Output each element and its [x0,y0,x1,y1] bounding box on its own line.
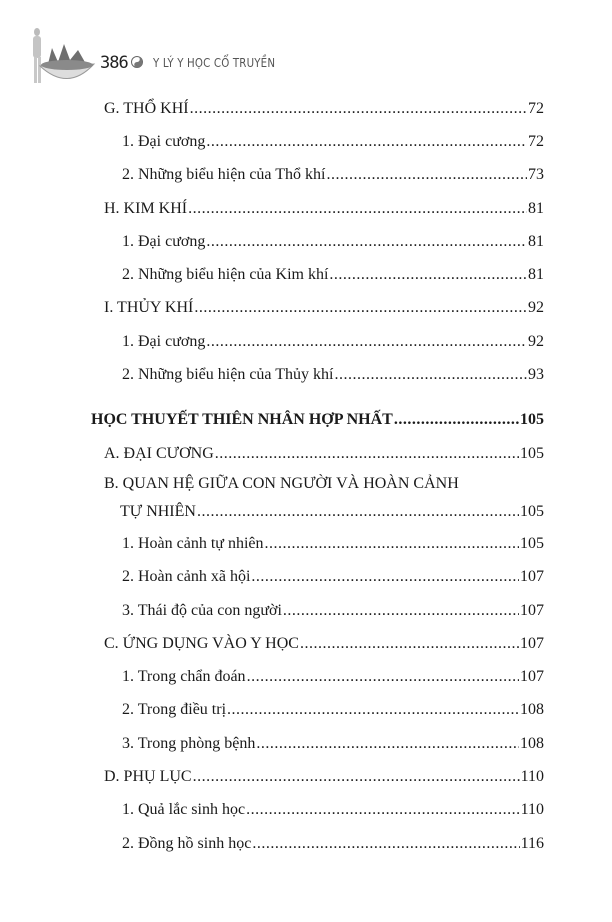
entry-label: 1. Đại cương [122,232,206,250]
entry-label: 1. Quả lắc sinh học [122,801,246,819]
toc-entry[interactable] [122,561,544,594]
entry-page: 105 [520,503,544,521]
toc-entry[interactable] [122,258,544,291]
entry-label: G. THỔ KHÍ [104,99,189,117]
entry-label: 2. Hoàn cảnh xã hội [122,568,251,586]
entry-label: D. PHỤ LỤC [104,767,192,785]
toc-entry[interactable] [122,594,544,627]
herb-bowl-logo-icon [28,22,98,88]
dot-leader [283,602,519,620]
dot-leader [206,133,527,151]
dot-leader [215,445,519,463]
toc-entry[interactable] [122,358,544,391]
dot-leader [206,333,527,351]
page-header [28,22,328,92]
entry-page: 72 [528,99,544,117]
dot-leader [247,668,519,686]
toc-entry[interactable] [122,827,544,860]
entry-label: I. THỦY KHÍ [104,299,194,317]
entry-page: 81 [528,232,544,250]
entry-label: 2. Những biểu hiện của Kim khí [122,266,329,284]
dot-leader [206,233,527,251]
entry-page: 107 [520,568,544,586]
dot-leader [251,568,519,586]
entry-label: 3. Trong phòng bệnh [122,734,256,752]
entry-page: 92 [528,332,544,350]
entry-page: 93 [528,366,544,384]
entry-page: 108 [520,701,544,719]
dot-leader [334,366,527,384]
toc-entry[interactable] [122,225,544,258]
toc-entry[interactable] [104,627,544,660]
dot-leader [394,411,519,429]
entry-label: 3. Thái độ của con người [122,601,282,619]
dot-leader [193,768,520,786]
entry-label: 2. Những biểu hiện của Thủy khí [122,366,334,384]
chapter-label: HỌC THUYẾT THIÊN NHÂN HỢP NHẤT [91,411,393,429]
toc-chapter-entry[interactable] [91,404,544,437]
dot-leader [194,299,527,317]
entry-page: 107 [520,601,544,619]
book-title: Y LÝ Y HỌC CỔ TRUYỀN [153,55,276,70]
toc-entry[interactable] [122,660,544,693]
entry-label: C. ỨNG DỤNG VÀO Y HỌC [104,634,299,652]
dot-leader [300,635,519,653]
dot-leader [265,535,519,553]
toc-entry[interactable] [122,794,544,827]
toc-entry[interactable] [104,292,544,325]
entry-label: 1. Đại cương [122,132,206,150]
entry-page: 81 [528,266,544,284]
toc-entry[interactable] [104,92,544,125]
toc-entry[interactable] [122,694,544,727]
dot-leader [246,801,520,819]
toc-entry[interactable] [104,192,544,225]
dot-leader [252,835,519,853]
entry-label: H. KIM KHÍ [104,199,188,217]
page-number: 386 [100,53,128,73]
table-of-contents [0,92,612,860]
entry-page: 107 [520,668,544,686]
entry-page: 116 [520,834,544,852]
entry-page: 105 [520,534,544,552]
dot-leader [227,701,519,719]
toc-entry[interactable] [122,159,544,192]
entry-page: 110 [520,767,544,785]
dot-leader [329,266,527,284]
entry-page: 110 [520,801,544,819]
entry-label: A. ĐẠI CƯƠNG [104,444,214,462]
dot-leader [190,100,527,118]
entry-label-continued: TỰ NHIÊN [120,503,196,521]
entry-label: 2. Trong điều trị [122,701,227,719]
entry-label: B. QUAN HỆ GIỮA CON NGƯỜI VÀ HOÀN CẢNH [104,474,459,492]
entry-page: 72 [528,132,544,150]
entry-label: 1. Hoàn cảnh tự nhiên [122,534,264,552]
toc-entry-line2[interactable] [120,497,544,527]
toc-entry[interactable] [104,437,544,470]
entry-label: 1. Đại cương [122,332,206,350]
entry-page: 81 [528,199,544,217]
toc-entry[interactable] [122,325,544,358]
chapter-page: 105 [520,411,544,429]
entry-label: 2. Những biểu hiện của Thổ khí [122,166,326,184]
entry-label: 1. Trong chẩn đoán [122,668,246,686]
dot-leader [256,735,519,753]
toc-entry[interactable] [122,125,544,158]
dot-leader [188,200,527,218]
toc-entry[interactable] [122,527,544,560]
entry-page: 92 [528,299,544,317]
toc-entry-line1[interactable] [104,470,544,497]
entry-page: 107 [520,634,544,652]
entry-page: 105 [520,444,544,462]
toc-entry[interactable] [104,760,544,793]
entry-label: 2. Đồng hồ sinh học [122,834,252,852]
entry-page: 108 [520,734,544,752]
yin-yang-icon [131,56,143,68]
dot-leader [326,166,527,184]
entry-page: 73 [528,166,544,184]
dot-leader [197,503,519,521]
toc-entry[interactable] [122,727,544,760]
